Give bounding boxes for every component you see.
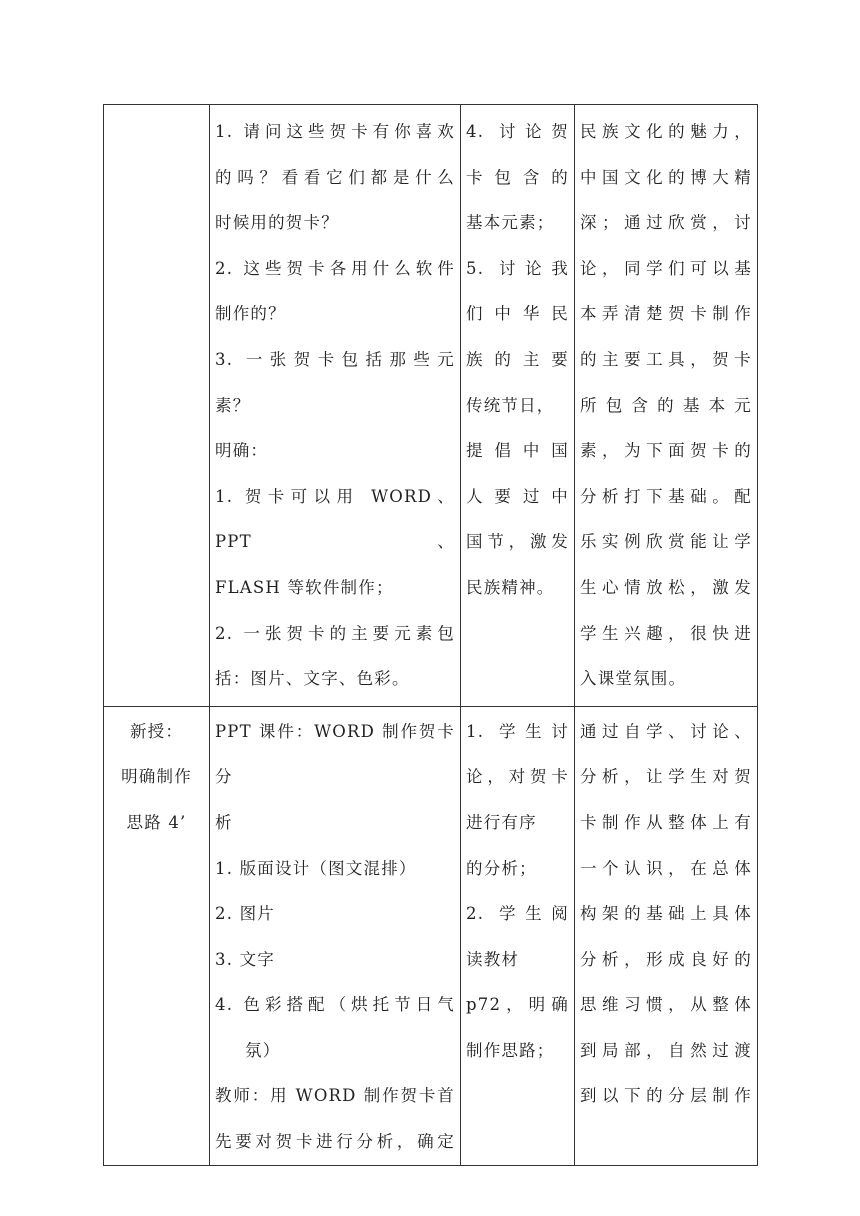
text-line: 1. 贺卡可以用 WORD、PPT、 [215, 486, 455, 552]
text-line: 2. 这些贺卡各用什么软件 [215, 258, 455, 278]
text-line: 提倡中国 [466, 441, 569, 461]
text-line: 论，对贺卡 [466, 767, 569, 787]
design-intent-cell [575, 105, 758, 707]
text-line: 民族文化的魅力， [580, 122, 752, 141]
text-line: 的主要工具，贺卡 [580, 349, 752, 369]
text-line: 人要过中 [466, 486, 569, 506]
text-line: 族的主要 [466, 349, 569, 369]
text-line: 卡制作从整体上有 [580, 812, 752, 832]
text-line: 本弄清楚贺卡制作 [580, 304, 752, 324]
text-line: 到以下的分层制作 [580, 1086, 752, 1106]
text-line: 思路 4’ [126, 812, 187, 832]
text-line: 的吗？看看它们都是什么 [215, 167, 455, 187]
text-line: 读教材 [466, 949, 520, 969]
text-line: 基本元素； [466, 213, 555, 233]
table-row [104, 706, 758, 1165]
text-line: 氛） [245, 1040, 281, 1060]
text-line: 构架的基础上具体 [580, 904, 752, 924]
text-line: 进行有序 [466, 812, 537, 832]
text-line: 3. 一张贺卡包括那些元 [215, 349, 455, 369]
text-line: 5. 讨论我 [466, 258, 569, 278]
stage-cell [104, 706, 210, 1165]
text-line: 2. 学生阅 [466, 904, 569, 924]
text-line: 先要对贺卡进行分析，确定 [215, 1132, 455, 1152]
text-line: 教师：用 WORD 制作贺卡首 [215, 1086, 455, 1106]
text-line: 素？ [215, 395, 251, 415]
text-line: 的分析； [466, 858, 537, 878]
text-line: 2. 一张贺卡的主要元素包 [215, 623, 455, 643]
text-line: 制作的？ [215, 304, 286, 324]
text-line: 们中华民 [466, 304, 569, 324]
text-line: 思维习惯，从整体 [580, 995, 752, 1015]
text-line: 3. 文字 [215, 949, 275, 969]
lesson-plan-body [104, 105, 758, 1166]
text-line: 析 [215, 812, 233, 832]
text-line: PPT 课件：WORD 制作贺卡分 [215, 721, 455, 787]
text-line: 所包含的基本元 [580, 395, 752, 415]
text-line: 卡包含的 [466, 167, 569, 187]
text-line: 分析，形成良好的 [580, 949, 752, 969]
text-line: 1. 请问这些贺卡有你喜欢 [215, 122, 455, 141]
text-line: 到局部，自然过渡 [580, 1040, 752, 1060]
stage-cell [104, 105, 210, 707]
text-line: 生心情放松，激发 [580, 577, 752, 597]
student-activity-cell [461, 706, 575, 1165]
text-line: 传统节日， [466, 395, 555, 415]
text-line: 分析，让学生对贺 [580, 767, 752, 787]
student-activity-cell [461, 105, 575, 707]
text-line: 分析打下基础。配 [580, 486, 752, 506]
text-line: 4. 色彩搭配（烘托节日气 [215, 995, 455, 1015]
text-line: 中国文化的博大精 [580, 167, 752, 187]
teacher-activity-cell [210, 105, 461, 707]
text-line: 素，为下面贺卡的 [580, 441, 752, 461]
text-line: 时候用的贺卡？ [215, 213, 339, 233]
text-line: 国节，激发 [466, 532, 569, 552]
text-line: 学生兴趣，很快进 [580, 623, 752, 643]
text-line: p72，明确 [466, 995, 569, 1015]
text-line: 通过自学、讨论、 [580, 721, 752, 741]
lesson-plan-table [103, 104, 758, 1166]
text-line: 2. 图片 [215, 904, 275, 924]
text-line: 论，同学们可以基 [580, 258, 752, 278]
text-line: 明确制作 [121, 767, 192, 787]
text-line: 深；通过欣赏，讨 [580, 213, 752, 233]
design-intent-cell [575, 706, 758, 1165]
text-line: FLASH 等软件制作； [215, 577, 394, 597]
text-line: 新授： [129, 721, 184, 741]
text-line: 4. 讨论贺 [466, 122, 569, 141]
text-line: 1. 版面设计（图文混排） [215, 858, 417, 878]
text-line: 制作思路； [466, 1040, 555, 1060]
table-row [104, 105, 758, 707]
text-line: 明确： [215, 441, 269, 461]
text-line: 一个认识，在总体 [580, 858, 752, 878]
text-line: 1. 学生讨 [466, 721, 569, 741]
text-line: 入课堂氛围。 [580, 669, 687, 689]
text-line: 民族精神。 [466, 577, 555, 597]
teacher-activity-cell [210, 706, 461, 1165]
text-line: 括：图片、文字、色彩。 [215, 669, 410, 689]
text-line: 乐实例欣赏能让学 [580, 532, 752, 552]
